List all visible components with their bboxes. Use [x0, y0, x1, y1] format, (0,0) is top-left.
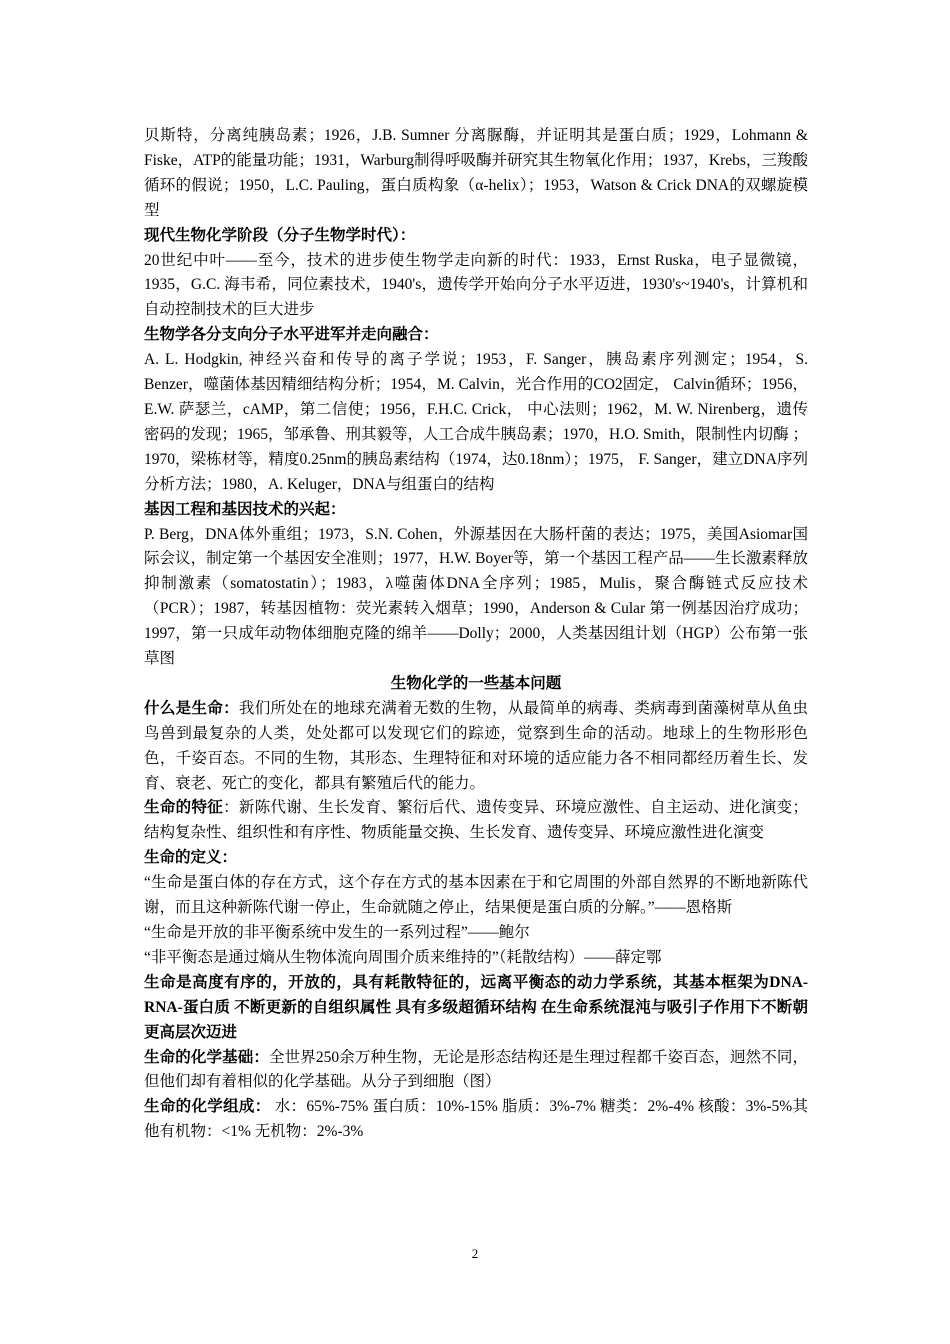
paragraph-life-system-summary: 生命是高度有序的，开放的，具有耗散特征的，远离平衡态的动力学系统，其基本框架为DNA-RNA-蛋白质 不断更新的自组织属性 具有多级超循环结构 在生命系统混沌与吸引子作用下不断朝更高层次迈进: [144, 973, 808, 1041]
paragraph-chemical-basis: [144, 1046, 808, 1096]
paragraph-molecular-milestones: A. L. Hodgkin, 神经兴奋和传导的离子学说；1953，F. Sanger，胰岛素序列测定；1954，S. Benzer，噬菌体基因精细结构分析；1954，M. Calvin，光合作用的CO2固定， Calvin循环；1956，E.W. 萨瑟兰，cAMP，第二信使；1956，F.H.C. Crick， 中心法则；1962，M. W. Nirenberg，遗传密码的发现；1965，邹承鲁、刑其毅等，人工合成牛胰岛素；1970，H.O. Smith，限制性内切酶 ；1970，梁栋材等，精度0.25nm的胰岛素结构（1974，达0.18nm）；1975， F. Sanger，建立DNA序列分析方法；1980，A. Keluger，DNA与组蛋白的结构: [144, 351, 808, 493]
text-what-is-life: 我们所处在的地球充满着无数的生物，从最简单的病毒、类病毒到菌藻树草从鱼虫鸟兽到最复杂的人类，处处都可以发现它们的踪迹，觉察到生命的活动。地球上的生物形形色色，千姿百态。不同的生物，其形态、生理特征和对环境的适应能力各不相同都经历着生长、发育、衰老、死亡的变化，都具有繁殖后代的能力。: [144, 699, 808, 792]
text-chemical-basis: 全世界250余万种生物，无论是形态结构还是生理过程都千姿百态，迥然不同，但他们却有着相似的化学基础。从分子到细胞（图）: [144, 1048, 808, 1091]
section-title-basic-questions: 生物化学的一些基本问题: [390, 674, 562, 692]
heading-life-definition: 生命的定义：: [144, 849, 238, 867]
lead-life-characteristics: 生命的特征: [144, 799, 224, 817]
text-chemical-composition: 水：65%-75% 蛋白质：10%-15% 脂质：3%-7% 糖类：2%-4% 核酸：3%-5%其他有机物：<1% 无机物：2%-3%: [144, 1098, 808, 1141]
paragraph-chemical-composition: [144, 1095, 808, 1145]
text-life-characteristics: ：新陈代谢、生长发育、繁衍后代、遗传变异、环境应激性、自主运动、进化演变；结构复杂性、组织性和有序性、物质能量交换、生长发育、遗传变异、环境应激性进化演变: [144, 799, 808, 842]
quote-bauer: “生命是开放的非平衡系统中发生的一系列过程”——鲍尔: [144, 924, 530, 941]
heading-modern-biochemistry: 现代生物化学阶段（分子生物学时代）：: [144, 226, 416, 244]
lead-chemical-basis: 生命的化学基础：: [144, 1048, 270, 1066]
heading-molecular-fusion: 生物学各分支向分子水平进军并走向融合：: [144, 326, 439, 344]
paragraph-life-characteristics: [144, 796, 808, 846]
page-number: 2: [471, 1246, 479, 1261]
quote-engels: “生命是蛋白体的存在方式，这个存在方式的基本因素在于和它周围的外部自然界的不断地新陈代谢，而且这种新陈代谢一停止，生命就随之停止，结果便是蛋白质的分解。”——恩格斯: [144, 874, 808, 917]
lead-chemical-composition: 生命的化学组成：: [144, 1098, 271, 1116]
paragraph-genetic-engineering-milestones: P. Berg，DNA体外重组；1973，S.N. Cohen，外源基因在大肠杆菌的表达；1975，美国Asiomar国际会议，制定第一个基因安全准则；1977，H.W. Boyer等，第一个基因工程产品——生长激素释放抑制激素（somatostatin）；1983，λ噬菌体DNA全序列；1985，Mulis，聚合酶链式反应技术（PCR）；1987，转基因植物：荧光素转入烟草；1990，Anderson & Cular 第一例基因治疗成功；1997，第一只成年动物体细胞克隆的绵羊——Dolly；2000，人类基因组计划（HGP）公布第一张草图: [144, 525, 808, 668]
document-body: [144, 124, 808, 1145]
lead-what-is-life: 什么是生命：: [144, 699, 239, 717]
paragraph-modern-era: 20世纪中叶——至今，技术的进步使生物学走向新的时代：1933，Ernst Ruska，电子显微镜，1935，G.C. 海韦希，同位素技术，1940's，遗传学开始向分子水平迈进，1930's~1940's，计算机和自动控制技术的巨大进步: [144, 251, 808, 319]
quote-schrodinger: “非平衡态是通过熵从生物体流向周围介质来维持的”（耗散结构）——薛定鄂: [144, 948, 662, 966]
paragraph-history-1920s-1950s: 贝斯特，分离纯胰岛素；1926，J.B. Sumner 分离脲酶，并证明其是蛋白质；1929，Lohmann & Fiske，ATP的能量功能；1931，Warburg制得呼吸酶并研究其生物氧化作用；1937，Krebs，三羧酸循环的假说；1950，L.C. Pauling，蛋白质构象（α-helix）；1953，Watson & Crick DNA的双螺旋模型: [144, 127, 808, 219]
heading-genetic-engineering: 基因工程和基因技术的兴起：: [144, 500, 346, 518]
paragraph-what-is-life: [144, 697, 808, 797]
